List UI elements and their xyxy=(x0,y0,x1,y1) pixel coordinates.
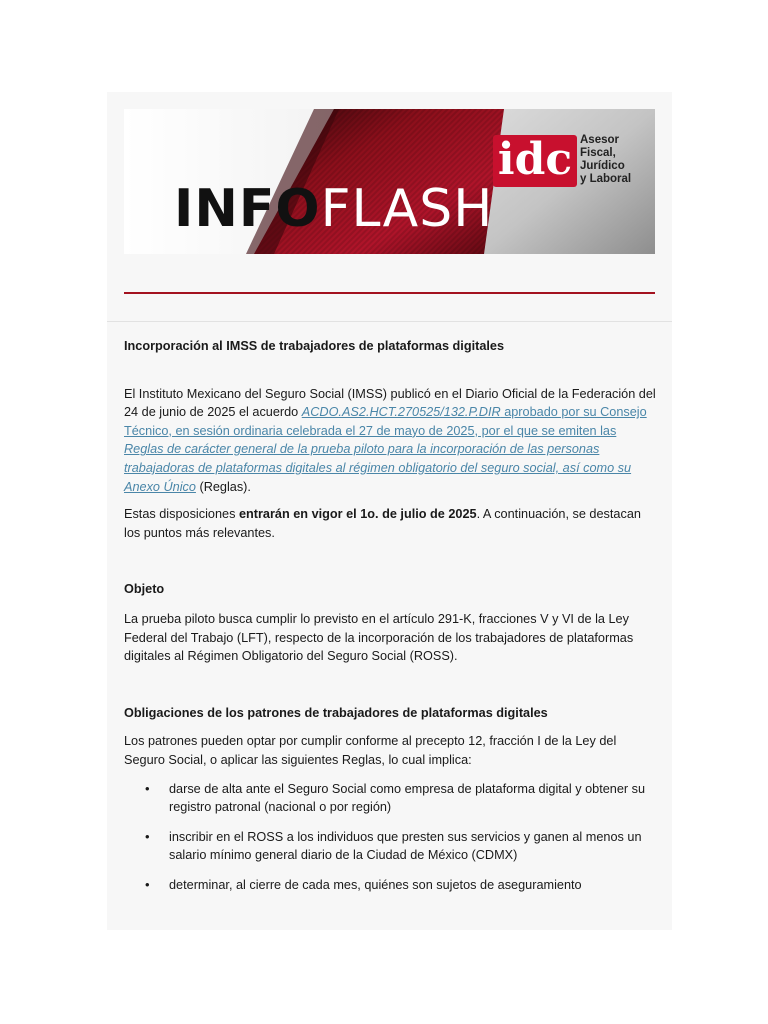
wordmark-info: INFO xyxy=(174,179,321,239)
red-divider xyxy=(124,292,655,294)
section-obligaciones-text: Los patrones pueden optar por cumplir conforme al precepto 12, fracción I de la Ley del Seguro Social, o aplicar las siguientes Reglas, lo cual implica: xyxy=(124,734,617,767)
obligaciones-list xyxy=(124,780,657,895)
section-divider xyxy=(107,321,672,322)
section-objeto-heading: Objeto xyxy=(124,582,165,597)
intro-end-text: (Reglas). xyxy=(195,479,251,494)
intro-text: El Instituto Mexicano del Seguro Social (IMSS) publicó en el Diario Oficial de la Federación del 24 de junio de 2025 el acuerdo xyxy=(124,386,656,420)
section-obligaciones-heading: Obligaciones de los patrones de trabajadores de plataformas digitales xyxy=(124,705,548,720)
infoflash-wordmark xyxy=(174,179,493,239)
acuerdo-description-link[interactable]: aprobado por su Consejo Técnico, en sesión ordinaria celebrada el 27 de mayo de 2025, por el que se emiten las xyxy=(124,405,647,438)
reglas-title-link[interactable]: Reglas de carácter general de la prueba piloto para la incorporación de las personas trabajadoras de plataformas digitales al régimen obligatorio del seguro social, así como su Anexo Único xyxy=(124,442,632,494)
idc-logo: idc xyxy=(497,134,573,185)
newsletter-card xyxy=(107,92,672,930)
list-item: • determinar, al cierre de cada mes, quiénes son sujetos de aseguramiento xyxy=(169,876,657,895)
logo-tagline xyxy=(580,134,631,186)
tagline-line: y Laboral xyxy=(580,173,632,185)
article-body xyxy=(124,337,657,905)
tagline-line: Fiscal, xyxy=(580,147,616,159)
tagline-line: Jurídico xyxy=(580,160,625,172)
acuerdo-code-link[interactable]: ACDO.AS2.HCT.270525/132.P.DIR xyxy=(301,405,501,420)
section-objeto-text: La prueba piloto busca cumplir lo previsto en el artículo 291-K, fracciones V y VI de la Ley Federal del Trabajo (LFT), respecto de la incorporación de los trabajadores de plataformas digitales al Régimen Obligatorio del Seguro Social (ROSS). xyxy=(124,611,634,664)
infoflash-banner xyxy=(124,109,655,254)
tagline-line: Asesor xyxy=(580,134,619,146)
vigor-paragraph xyxy=(124,505,657,542)
vigor-date: entrarán en vigor el 1o. de julio de 2025 xyxy=(238,507,477,522)
wordmark-flash: FLASH xyxy=(320,179,494,239)
list-item: • darse de alta ante el Seguro Social como empresa de plataforma digital y obtener su registro patronal (nacional o por región) xyxy=(169,780,657,817)
vigor-text: Estas disposiciones xyxy=(124,507,239,522)
vigor-end-text: . A continuación, se destacan los puntos más relevantes. xyxy=(124,507,641,540)
list-item: • inscribir en el ROSS a los individuos que presten sus servicios y ganen al menos un salario mínimo general diario de la Ciudad de México (CDMX) xyxy=(169,828,657,865)
intro-paragraph xyxy=(124,385,657,497)
article-title: Incorporación al IMSS de trabajadores de plataformas digitales xyxy=(124,339,505,353)
